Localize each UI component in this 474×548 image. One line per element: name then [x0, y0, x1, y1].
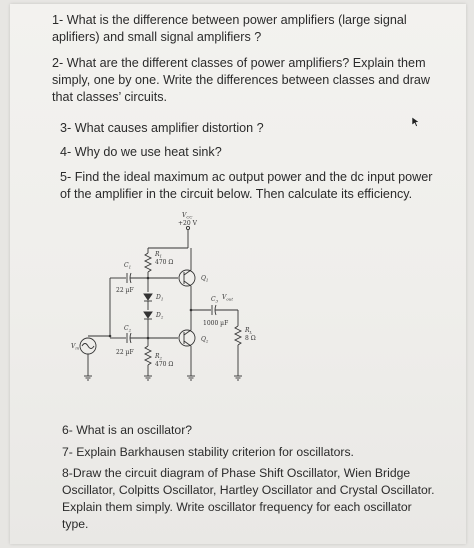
c3-label: $C_3$ [211, 296, 219, 304]
junction-dot [147, 277, 150, 280]
d2-diode [144, 312, 152, 318]
r1-value: 470 Ω [155, 259, 174, 266]
question-8-line-1: 8-Draw the circuit diagram of Phase Shift Oscillator, Wien Bridge [62, 466, 411, 480]
d1-diode [144, 294, 152, 300]
question-2-line-1: 2- What are the different classes of power amplifiers? Explain them [52, 56, 426, 70]
question-6-line-1: 6- What is an oscillator? [62, 423, 193, 437]
q1-emitter [184, 281, 191, 286]
question-7 [62, 444, 354, 461]
question-2-line-3: that classes’ circuits. [52, 90, 168, 104]
question-5-line-1: 5- Find the ideal maximum ac output power and the dc input power [60, 170, 433, 184]
c1-value: 22 µF [116, 287, 134, 294]
r2-value: 470 Ω [155, 361, 174, 368]
d2-label: $D_2$ [156, 312, 164, 320]
question-5 [60, 169, 432, 203]
question-2 [52, 55, 430, 106]
question-8-line-2: Oscillator, Colpitts Oscillator, Hartley Oscillator and Crystal Oscillator. [62, 483, 435, 497]
question-4 [60, 144, 222, 161]
document-page [10, 4, 466, 544]
question-8-line-4: type. [62, 517, 89, 531]
q2-emitter [184, 330, 191, 335]
rl-resistor [235, 326, 241, 345]
q2-label: $Q_2$ [201, 336, 209, 344]
r1-label: $R_1$ [155, 251, 163, 259]
question-1-line-2: aplifiers) and small signal amplifiers ? [52, 30, 262, 44]
junction-dot [190, 309, 193, 312]
ground-symbols [84, 376, 242, 380]
question-3-line-1: 3- What causes amplifier distortion ? [60, 121, 264, 135]
rl-label: $R_L$ [245, 327, 253, 335]
r1-resistor [145, 253, 151, 272]
vout-label: $V_{out}$ [222, 294, 233, 302]
q1-label: $Q_1$ [201, 275, 209, 283]
junction-dot [109, 335, 112, 338]
question-1 [52, 12, 407, 46]
question-5-line-2: of the amplifier in the circuit below. Then calculate its efficiency. [60, 187, 413, 201]
ac-source-wave-icon [82, 344, 94, 349]
vin-label: $V_{in}$ [71, 343, 80, 351]
question-1-line-1: 1- What is the difference between power amplifiers (large signal [52, 13, 407, 27]
c1-label: $C_1$ [124, 262, 132, 270]
c2-value: 22 µF [116, 349, 134, 356]
question-2-line-2: simply, one by one. Write the differences between classes and draw [52, 73, 431, 87]
question-4-line-1: 4- Why do we use heat sink? [60, 145, 222, 159]
mouse-pointer-icon [411, 116, 421, 128]
question-8-line-3: Explain them simply. Write oscillator frequency for each oscillator [62, 500, 412, 514]
junction-dot [147, 337, 150, 340]
c2-label: $C_2$ [124, 325, 132, 333]
q2-collector [184, 341, 191, 346]
question-3 [60, 120, 264, 137]
question-8 [62, 465, 435, 533]
question-6 [62, 422, 192, 439]
rl-value: 8 Ω [245, 335, 256, 342]
r2-resistor [145, 346, 151, 365]
c3-value: 1000 µF [203, 320, 229, 327]
amplifier-circuit-diagram [66, 206, 266, 402]
vcc-label: $V_{CC}$ [182, 212, 193, 220]
q1-collector [184, 270, 191, 275]
question-7-line-1: 7- Explain Barkhausen stability criterion for oscillators. [62, 445, 354, 459]
r2-label: $R_2$ [155, 353, 163, 361]
vcc-value: +20 V [178, 220, 197, 227]
d1-label: $D_1$ [156, 294, 164, 302]
